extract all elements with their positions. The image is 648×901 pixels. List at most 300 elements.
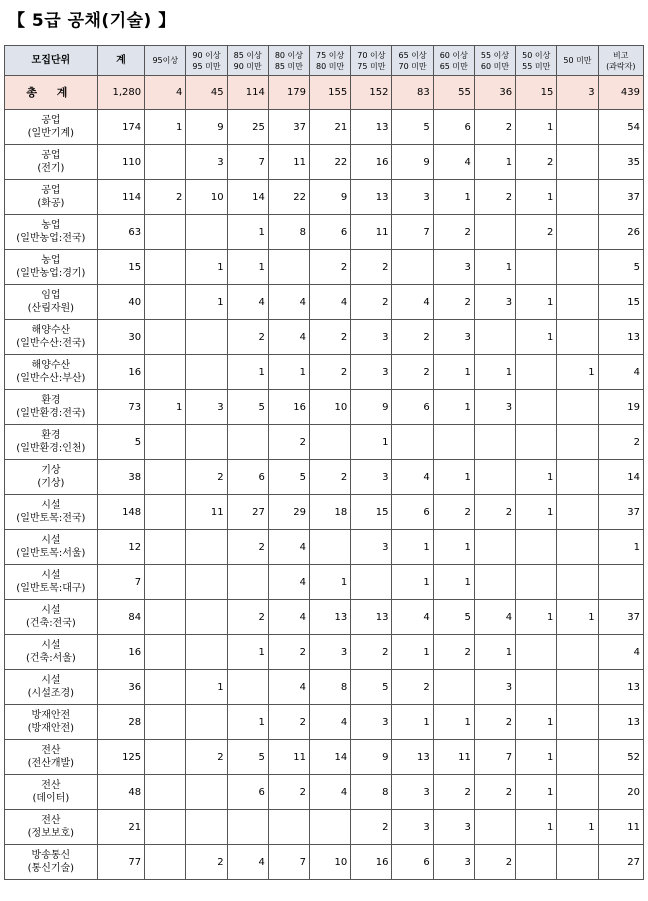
table-cell: 1 [598,530,643,565]
table-cell [557,390,598,425]
table-cell [516,635,557,670]
table-cell: 26 [598,215,643,250]
recruitment-unit-text: 시설 [41,605,61,616]
table-cell: 1 [516,740,557,775]
table-cell: 11 [433,740,474,775]
table-cell: 3 [433,320,474,355]
table-row [5,110,644,145]
table-cell [557,705,598,740]
table-cell [557,775,598,810]
table-cell: 4 [598,355,643,390]
table-cell: 1 [474,250,515,285]
table-row [5,530,644,565]
recruitment-unit-text: (전산개발) [27,758,75,769]
table-cell [145,565,186,600]
table-cell: 1 [186,250,227,285]
table-cell [145,495,186,530]
table-cell: 1 [557,810,598,845]
column-header-text: 85 이상 [233,50,262,60]
recruitment-unit-cell [5,635,98,670]
table-cell: 2 [268,775,309,810]
table-cell: 1 [392,530,433,565]
recruitment-unit-cell [5,775,98,810]
recruitment-unit-cell [5,460,98,495]
table-cell: 2 [310,320,351,355]
total-cell: 155 [310,76,351,110]
table-cell: 4 [310,705,351,740]
column-header [268,46,309,76]
recruitment-unit-cell [5,565,98,600]
table-cell: 9 [351,740,392,775]
table-cell: 4 [268,285,309,320]
table-cell: 1 [186,670,227,705]
recruitment-unit-text: (일반토목:전국) [16,513,86,524]
table-cell: 1 [227,635,268,670]
recruitment-unit-cell [5,530,98,565]
column-header-text: 70 미만 [398,61,427,71]
table-row [5,775,644,810]
column-header-text: 50 이상 [522,50,551,60]
recruitment-unit-cell [5,250,98,285]
recruitment-unit-text: 농업 [41,255,61,266]
table-row [5,460,644,495]
table-cell: 2 [268,705,309,740]
table-cell: 2 [474,495,515,530]
table-cell: 125 [97,740,144,775]
table-cell: 2 [516,145,557,180]
table-cell: 3 [474,670,515,705]
column-header-text: 95 미만 [192,61,221,71]
recruitment-unit-text: 농업 [41,220,61,231]
table-cell [351,565,392,600]
table-cell: 4 [392,460,433,495]
recruitment-unit-text: 시설 [41,500,61,511]
table-cell [598,565,643,600]
table-cell: 13 [351,110,392,145]
recruitment-unit-cell [5,600,98,635]
table-cell: 2 [474,705,515,740]
table-cell [145,425,186,460]
table-cell: 7 [474,740,515,775]
column-header-text: 90 이상 [192,50,221,60]
recruitment-unit-text: 공업 [41,115,61,126]
column-header-text: 비고 [613,50,629,60]
table-cell [145,810,186,845]
table-cell [474,530,515,565]
table-cell [227,565,268,600]
column-header-text: 90 미만 [233,61,262,71]
table-cell [145,355,186,390]
table-cell: 110 [97,145,144,180]
table-cell: 1 [516,495,557,530]
table-cell: 4 [433,145,474,180]
table-cell [268,810,309,845]
table-cell [145,285,186,320]
recruitment-unit-text: 기상 [41,465,61,476]
table-cell: 6 [227,460,268,495]
column-header [145,46,186,76]
total-cell: 439 [598,76,643,110]
table-cell: 5 [97,425,144,460]
table-cell: 1 [433,460,474,495]
column-header-text: 80 미만 [316,61,345,71]
total-cell: 15 [516,76,557,110]
table-cell [557,530,598,565]
table-cell [227,670,268,705]
column-header [433,46,474,76]
table-cell: 37 [268,110,309,145]
table-cell: 9 [186,110,227,145]
page-title: 【 5급 공채(기술) 】 [8,11,176,31]
recruitment-unit-text: (시설조경) [27,688,75,699]
total-cell: 3 [557,76,598,110]
table-cell: 1 [474,145,515,180]
table-cell: 1 [516,110,557,145]
table-row [5,390,644,425]
table-cell: 13 [310,600,351,635]
column-header [351,46,392,76]
table-cell [227,810,268,845]
recruitment-unit-text: 해양수산 [31,360,71,371]
table-cell: 2 [268,425,309,460]
column-header-text: 계 [116,55,126,66]
table-cell: 16 [97,635,144,670]
table-cell [433,670,474,705]
table-cell [557,670,598,705]
table-cell: 2 [474,775,515,810]
table-cell: 11 [268,145,309,180]
column-header-text: 85 미만 [274,61,304,71]
table-cell: 28 [97,705,144,740]
table-cell: 4 [310,285,351,320]
table-cell: 6 [310,215,351,250]
table-cell: 2 [186,460,227,495]
column-header-text: 60 이상 [439,50,468,60]
table-cell: 1 [227,705,268,740]
column-header-text: 55 미만 [522,61,551,71]
table-row [5,845,644,880]
table-cell: 36 [97,670,144,705]
recruitment-unit-cell [5,285,98,320]
table-cell: 114 [97,180,144,215]
table-cell: 2 [351,285,392,320]
table-cell: 21 [310,110,351,145]
table-cell: 3 [392,180,433,215]
recruitment-unit-text: (전기) [37,163,65,174]
table-cell [186,425,227,460]
table-cell: 1 [392,565,433,600]
table-cell: 3 [351,530,392,565]
table-cell [557,180,598,215]
table-cell [557,460,598,495]
recruitment-unit-text: 해양수산 [31,325,71,336]
table-cell: 4 [227,845,268,880]
table-cell [557,740,598,775]
table-cell: 52 [598,740,643,775]
table-cell: 1 [557,600,598,635]
column-header-text: 55 이상 [480,50,510,60]
table-cell: 14 [598,460,643,495]
table-cell: 3 [351,460,392,495]
table-cell: 1 [516,460,557,495]
table-cell [516,845,557,880]
table-cell [145,145,186,180]
table-cell: 63 [97,215,144,250]
table-cell [474,810,515,845]
table-cell: 148 [97,495,144,530]
table-cell: 15 [97,250,144,285]
table-cell: 9 [310,180,351,215]
table-cell: 1 [516,705,557,740]
table-cell [186,355,227,390]
table-cell: 3 [433,810,474,845]
table-cell: 2 [145,180,186,215]
column-header [516,46,557,76]
table-cell [474,320,515,355]
recruitment-unit-text: 전산 [41,780,61,791]
table-row [5,180,644,215]
table-cell [474,215,515,250]
table-cell [516,670,557,705]
table-cell: 15 [598,285,643,320]
table-cell [557,110,598,145]
table-cell [557,250,598,285]
table-cell: 2 [598,425,643,460]
table-cell: 1 [516,810,557,845]
table-cell: 174 [97,110,144,145]
table-cell [557,845,598,880]
table-cell: 1 [474,355,515,390]
table-cell [557,495,598,530]
table-cell [557,635,598,670]
recruitment-unit-text: 시설 [41,675,61,686]
column-header [310,46,351,76]
total-cell: 4 [145,76,186,110]
table-cell: 2 [351,635,392,670]
recruitment-unit-cell [5,145,98,180]
column-header-text: 80 이상 [274,50,304,60]
recruitment-unit-text: 공업 [41,150,61,161]
table-cell: 38 [97,460,144,495]
table-cell [433,425,474,460]
recruitment-unit-text: (일반농업:경기) [16,268,86,279]
table-cell: 3 [310,635,351,670]
table-cell: 3 [351,355,392,390]
total-cell: 114 [227,76,268,110]
recruitment-unit-text: 방송통신 [31,850,71,861]
table-cell: 5 [433,600,474,635]
table-cell: 14 [227,180,268,215]
table-cell: 4 [268,600,309,635]
recruitment-unit-cell [5,705,98,740]
column-header [97,46,144,76]
table-cell [557,145,598,180]
table-cell: 73 [97,390,144,425]
table-cell: 3 [433,845,474,880]
table-cell: 11 [351,215,392,250]
column-header-text: (과락자) [606,61,636,71]
table-cell: 1 [433,565,474,600]
table-cell: 1 [268,355,309,390]
table-row [5,670,644,705]
table-cell: 2 [433,495,474,530]
table-cell: 7 [392,215,433,250]
table-cell: 1 [433,530,474,565]
table-cell: 3 [186,390,227,425]
table-cell: 8 [351,775,392,810]
recruitment-unit-text: 공업 [41,185,61,196]
table-cell: 4 [268,670,309,705]
recruitment-unit-text: 전산 [41,745,61,756]
recruitment-unit-text: 환경 [41,395,61,406]
table-cell: 4 [598,635,643,670]
table-cell: 13 [598,705,643,740]
table-cell [186,600,227,635]
table-cell: 20 [598,775,643,810]
table-cell: 1 [433,180,474,215]
column-header [186,46,227,76]
table-cell: 2 [351,250,392,285]
table-cell: 1 [433,390,474,425]
table-cell: 2 [351,810,392,845]
recruitment-unit-text: (일반수산:부산) [16,373,86,384]
table-cell [516,250,557,285]
table-cell: 3 [351,705,392,740]
table-cell: 1 [145,390,186,425]
table-cell: 1 [516,285,557,320]
table-cell: 1 [392,635,433,670]
recruitment-unit-text: (방재안전) [27,723,75,734]
table-cell: 2 [433,635,474,670]
recruitment-unit-text: (산림자원) [27,303,75,314]
table-cell: 8 [310,670,351,705]
table-cell: 2 [433,775,474,810]
table-cell [145,740,186,775]
table-cell: 1 [310,565,351,600]
column-header-text: 모집단위 [31,55,71,66]
table-cell: 1 [516,600,557,635]
table-cell: 2 [310,355,351,390]
table-cell [186,320,227,355]
table-cell [516,530,557,565]
column-header-text: 65 미만 [439,61,468,71]
table-cell: 2 [474,180,515,215]
table-cell: 13 [351,180,392,215]
recruitment-unit-cell [5,810,98,845]
table-row [5,250,644,285]
total-cell: 152 [351,76,392,110]
table-cell: 4 [268,320,309,355]
table-cell: 4 [268,530,309,565]
table-cell: 48 [97,775,144,810]
column-header-text: 95이상 [152,56,179,65]
table-cell: 18 [310,495,351,530]
recruitment-unit-text: (일반수산:전국) [16,338,86,349]
recruitment-unit-text: 방재안전 [31,710,71,721]
table-cell: 15 [351,495,392,530]
recruitment-unit-cell [5,670,98,705]
recruitment-unit-text: (일반환경:인천) [16,443,86,454]
recruitment-unit-text: (기상) [37,478,65,489]
table-cell: 5 [227,740,268,775]
table-cell: 2 [227,530,268,565]
table-cell: 10 [310,390,351,425]
table-cell: 5 [392,110,433,145]
table-cell [145,705,186,740]
table-cell: 2 [268,635,309,670]
table-cell: 16 [351,845,392,880]
table-cell: 84 [97,600,144,635]
table-cell: 3 [474,285,515,320]
table-cell [392,425,433,460]
recruitment-unit-text: (일반기계) [27,128,75,139]
table-cell: 22 [310,145,351,180]
table-cell [474,565,515,600]
table-header-row [5,46,644,76]
table-cell: 1 [351,425,392,460]
recruitment-unit-text: 전산 [41,815,61,826]
table-cell: 2 [474,110,515,145]
table-cell: 11 [598,810,643,845]
table-cell: 3 [474,390,515,425]
table-cell: 9 [392,145,433,180]
table-cell: 16 [351,145,392,180]
table-cell [516,355,557,390]
table-cell: 2 [227,320,268,355]
table-cell: 2 [392,670,433,705]
table-cell [557,215,598,250]
table-cell: 1 [145,110,186,145]
table-cell: 5 [598,250,643,285]
total-cell: 55 [433,76,474,110]
recruitment-unit-text: 시설 [41,570,61,581]
table-cell [145,845,186,880]
table-cell [145,775,186,810]
table-cell: 10 [310,845,351,880]
table-row [5,145,644,180]
recruitment-unit-text: (일반토목:대구) [16,583,86,594]
table-cell: 1 [227,250,268,285]
total-cell: 179 [268,76,309,110]
table-row [5,600,644,635]
table-cell: 2 [310,250,351,285]
recruitment-unit-cell [5,740,98,775]
table-cell [186,215,227,250]
recruitment-unit-text: (건축:전국) [25,618,76,629]
column-header-text: 75 미만 [357,61,386,71]
table-cell [557,285,598,320]
table-cell: 21 [97,810,144,845]
table-cell [186,565,227,600]
table-cell: 5 [227,390,268,425]
table-cell: 4 [227,285,268,320]
table-cell: 1 [433,705,474,740]
table-cell: 25 [227,110,268,145]
table-cell: 1 [186,285,227,320]
table-cell [516,390,557,425]
table-body [5,76,644,880]
table-cell [268,250,309,285]
table-cell: 1 [474,635,515,670]
table-cell: 3 [351,320,392,355]
table-cell: 37 [598,180,643,215]
recruitment-unit-cell [5,845,98,880]
table-cell: 4 [474,600,515,635]
table-cell [186,530,227,565]
table-row [5,285,644,320]
score-distribution-table [4,45,644,880]
table-cell [145,635,186,670]
